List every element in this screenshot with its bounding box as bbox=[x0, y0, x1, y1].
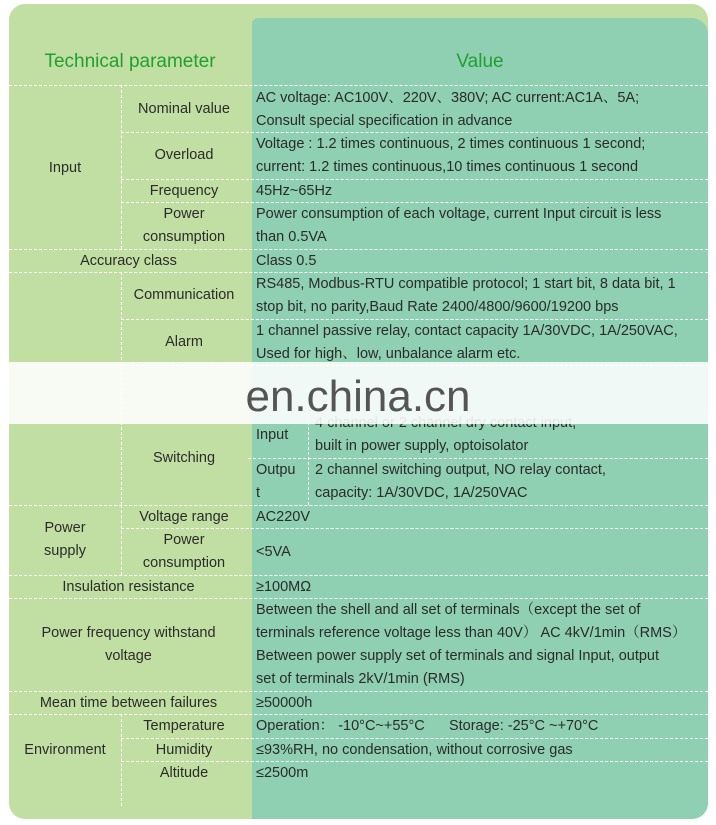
power-supply-group-label-2: supply bbox=[44, 543, 86, 559]
alarm-line-2: Used for high、low, unbalance alarm etc. bbox=[256, 346, 521, 362]
frequency-value: 45Hz~65Hz bbox=[256, 183, 333, 199]
withstand-label-1: Power frequency withstand bbox=[41, 625, 216, 641]
altitude-value: ≤2500m bbox=[256, 765, 309, 781]
altitude-label: Altitude bbox=[159, 765, 209, 781]
communication-line-2: stop bit, no parity,Baud Rate 2400/4800/9600/19200 bps bbox=[256, 299, 619, 315]
accuracy-class-value: Class 0.5 bbox=[256, 253, 317, 269]
header-technical-parameter: Technical parameter bbox=[44, 51, 216, 72]
voltage-range-label: Voltage range bbox=[139, 509, 229, 525]
humidity-label: Humidity bbox=[155, 742, 213, 758]
switching-label: Switching bbox=[152, 450, 216, 466]
withstand-line-1: Between the shell and all set of terminals（except the set of bbox=[256, 602, 641, 618]
withstand-label-2: voltage bbox=[105, 648, 152, 664]
overload-label: Overload bbox=[154, 147, 214, 163]
humidity-value: ≤93%RH, no condensation, without corrosive gas bbox=[256, 742, 573, 758]
power-consumption-line-1: Power consumption of each voltage, current Input circuit is less bbox=[256, 206, 662, 222]
row-divider bbox=[9, 85, 708, 86]
communication-line-1: RS485, Modbus-RTU compatible protocol; 1 start bit, 8 data bit, 1 bbox=[256, 276, 676, 292]
input-group-label: Input bbox=[48, 160, 82, 176]
power-consumption-label-1: Power bbox=[163, 206, 205, 222]
overload-line-2: current: 1.2 times continuous,10 times continuous 1 second bbox=[256, 159, 639, 175]
power-consumption-line-2: than 0.5VA bbox=[256, 229, 327, 245]
supply-consumption-label-2: consumption bbox=[142, 555, 226, 571]
frequency-label: Frequency bbox=[149, 183, 219, 199]
environment-group-label: Environment bbox=[24, 742, 106, 758]
nominal-value-label: Nominal value bbox=[138, 101, 230, 117]
communication-label: Communication bbox=[133, 287, 235, 303]
nominal-value-line-2: Consult special specification in advance bbox=[256, 113, 513, 129]
voltage-range-value: AC220V bbox=[256, 509, 311, 525]
switching-output-line-2: capacity: 1A/30VDC, 1A/250VAC bbox=[315, 485, 528, 501]
accuracy-class-label: Accuracy class bbox=[80, 253, 177, 269]
temperature-value: Operation： -10°C~+55°C Storage: -25°C ~+70°C bbox=[256, 718, 599, 734]
insulation-value: ≥100MΩ bbox=[256, 579, 312, 595]
alarm-line-1: 1 channel passive relay, contact capacity 1A/30VDC, 1A/250VAC, bbox=[256, 323, 678, 339]
switching-output-line-1: 2 channel switching output, NO relay contact, bbox=[315, 462, 606, 478]
watermark-text: en.china.cn bbox=[245, 372, 471, 421]
alarm-label: Alarm bbox=[165, 334, 203, 350]
switching-output-label-2: t bbox=[256, 485, 261, 501]
switching-input-line-2: built in power supply, optoisolator bbox=[315, 438, 529, 454]
supply-consumption-label-1: Power bbox=[163, 532, 205, 548]
withstand-line-4: set of terminals 2kV/1min (RMS) bbox=[256, 671, 465, 687]
overload-line-1: Voltage : 1.2 times continuous, 2 times continuous 1 second; bbox=[256, 136, 646, 152]
power-supply-group-label-1: Power bbox=[44, 520, 86, 536]
withstand-line-3: Between power supply set of terminals and signal Input, output bbox=[256, 648, 660, 664]
mtbf-label: Mean time between failures bbox=[39, 695, 218, 711]
temperature-label: Temperature bbox=[143, 718, 225, 734]
switching-output-label-1: Outpu bbox=[256, 462, 296, 478]
nominal-value-line-1: AC voltage: AC100V、220V、380V; AC current:AC1A、5A; bbox=[256, 90, 640, 106]
power-consumption-label-2: consumption bbox=[142, 229, 226, 245]
insulation-label: Insulation resistance bbox=[62, 579, 195, 595]
withstand-line-2: terminals reference voltage less than 40V） AC 4kV/1min（RMS） bbox=[256, 625, 687, 641]
supply-consumption-value: <5VA bbox=[256, 544, 291, 560]
switching-input-label: Input bbox=[256, 427, 289, 443]
column-divider bbox=[308, 412, 309, 505]
mtbf-value: ≥50000h bbox=[256, 695, 313, 711]
header-value: Value bbox=[456, 51, 504, 72]
